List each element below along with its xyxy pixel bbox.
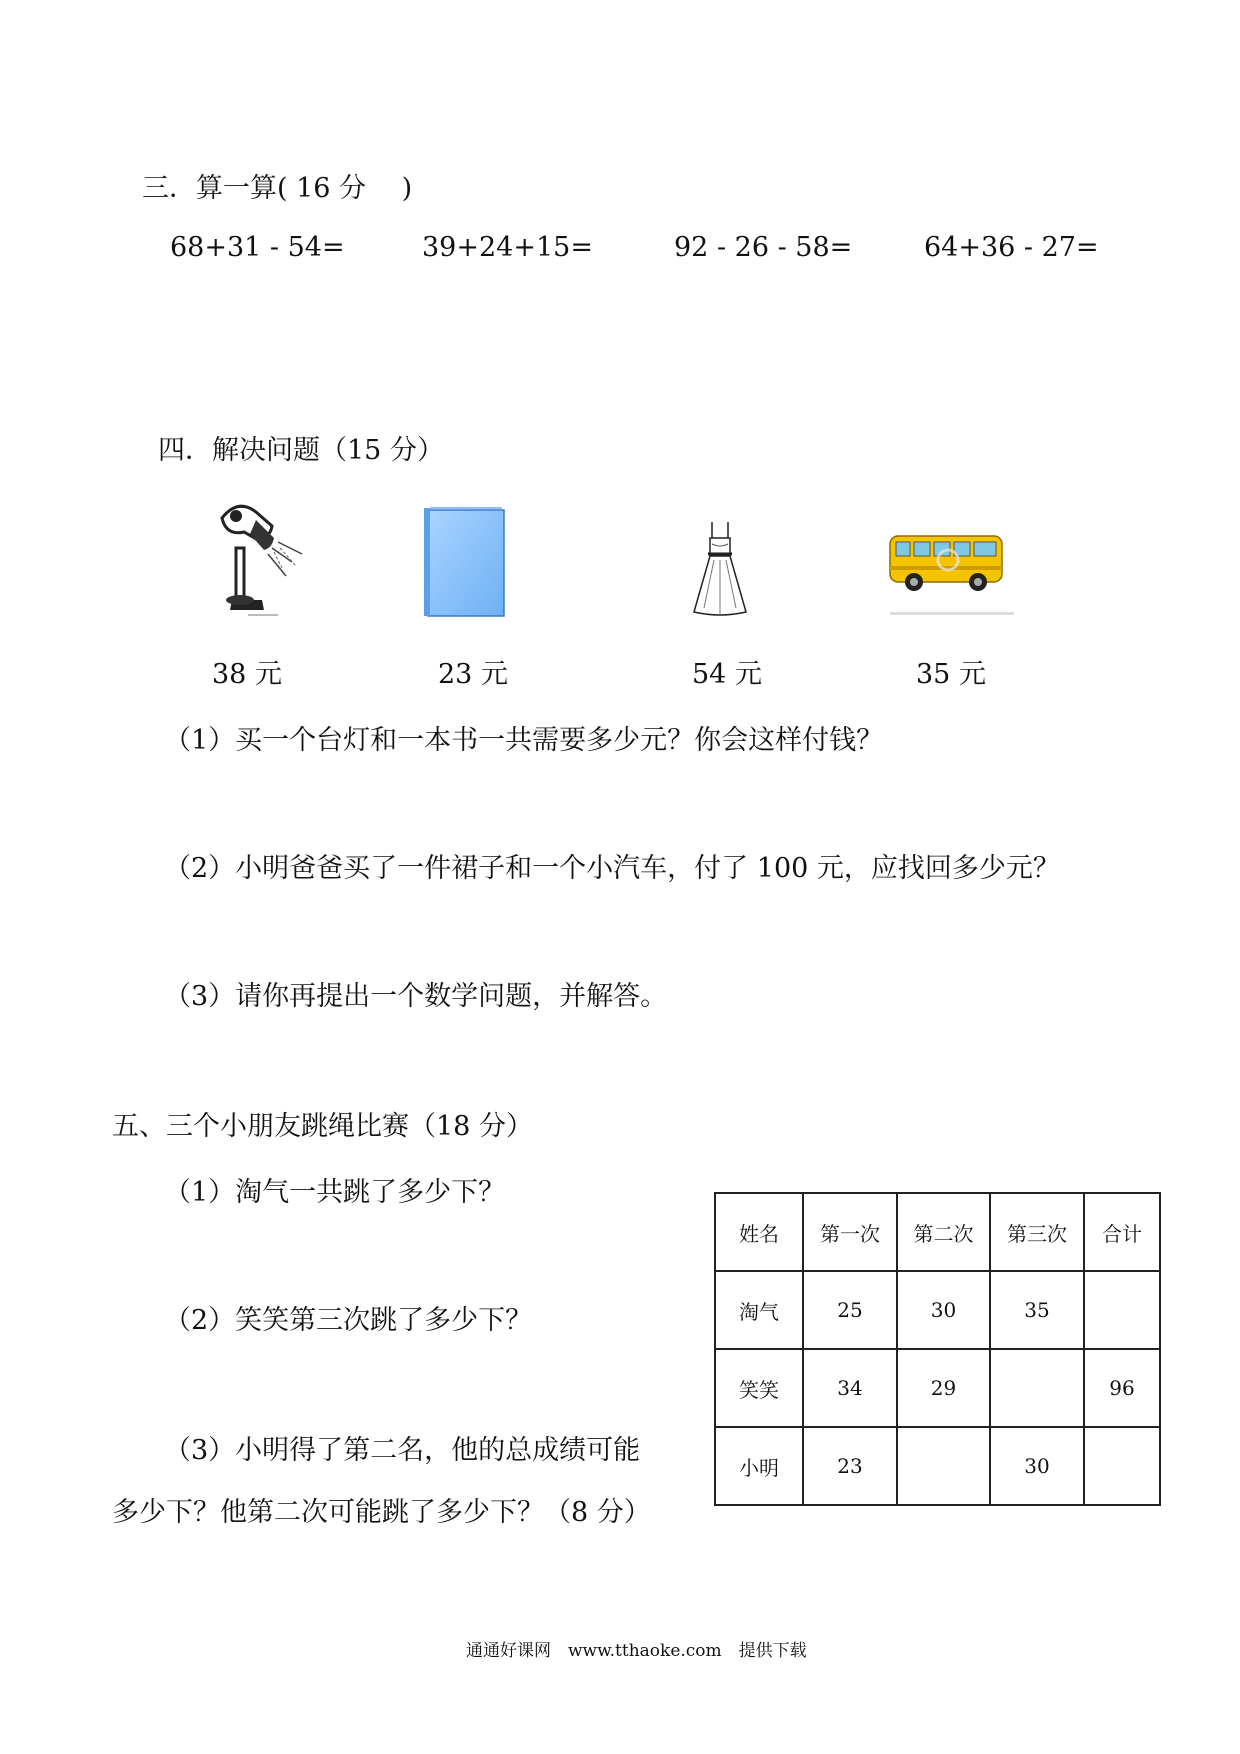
desk-lamp-icon: [212, 492, 308, 620]
section4-question-2: （2）小明爸爸买了一件裙子和一个小汽车，付了 100 元，应找回多少元？: [164, 853, 1060, 884]
table-cell: [897, 1427, 990, 1505]
equation-3: 92 - 26 - 58=: [674, 232, 853, 263]
footer-credit: 通通好课网 www.tthaoke.com 提供下载: [466, 1641, 807, 1661]
price-book: 23 元: [438, 659, 508, 690]
header-cell: 第二次: [897, 1193, 990, 1271]
table-cell: 笑笑: [715, 1349, 803, 1427]
price-dress: 54 元: [692, 659, 762, 690]
equation-1: 68+31 - 54=: [170, 232, 345, 263]
table-row: [715, 1271, 1160, 1349]
price-bus: 35 元: [916, 659, 986, 690]
table-cell: [1084, 1427, 1160, 1505]
price-lamp: 38 元: [212, 659, 282, 690]
table-cell: 29: [897, 1349, 990, 1427]
score-table: [714, 1192, 1161, 1506]
table-cell: 34: [803, 1349, 897, 1427]
section5-question-3-line1: （3）小明得了第二名，他的总成绩可能: [164, 1435, 641, 1466]
table-cell: [990, 1349, 1084, 1427]
dress-icon: [690, 520, 750, 620]
equation-4: 64+36 - 27=: [924, 232, 1099, 263]
table-cell: 30: [897, 1271, 990, 1349]
table-cell: 淘气: [715, 1271, 803, 1349]
table-row: [715, 1427, 1160, 1505]
table-cell: 96: [1084, 1349, 1160, 1427]
section4-question-3: （3）请你再提出一个数学问题，并解答。: [164, 981, 668, 1012]
table-cell: 25: [803, 1271, 897, 1349]
section4-title: 四．解决问题（15 分）: [158, 435, 444, 466]
table-cell: [1084, 1271, 1160, 1349]
header-cell: 合计: [1084, 1193, 1160, 1271]
section5-title: 五、三个小朋友跳绳比赛（18 分）: [112, 1111, 533, 1142]
header-cell: 姓名: [715, 1193, 803, 1271]
section5-question-1: （1）淘气一共跳了多少下？: [164, 1177, 506, 1208]
header-cell: 第一次: [803, 1193, 897, 1271]
header-cell: 第三次: [990, 1193, 1084, 1271]
book-icon: [424, 506, 506, 618]
bus-icon: [886, 520, 1016, 620]
table-row: [715, 1349, 1160, 1427]
table-cell: 30: [990, 1427, 1084, 1505]
section5-question-2: （2）笑笑第三次跳了多少下？: [164, 1305, 533, 1336]
section4-question-1: （1）买一个台灯和一本书一共需要多少元？你会这样付钱？: [164, 725, 884, 756]
table-cell: 小明: [715, 1427, 803, 1505]
equation-2: 39+24+15=: [422, 232, 593, 263]
table-cell: 23: [803, 1427, 897, 1505]
section3-title: 三．算一算( 16 分 ): [142, 173, 413, 204]
table-cell: 35: [990, 1271, 1084, 1349]
table-header-row: [715, 1193, 1160, 1271]
section5-question-3-line2: 多少下？他第二次可能跳了多少下？（8 分）: [112, 1497, 651, 1528]
